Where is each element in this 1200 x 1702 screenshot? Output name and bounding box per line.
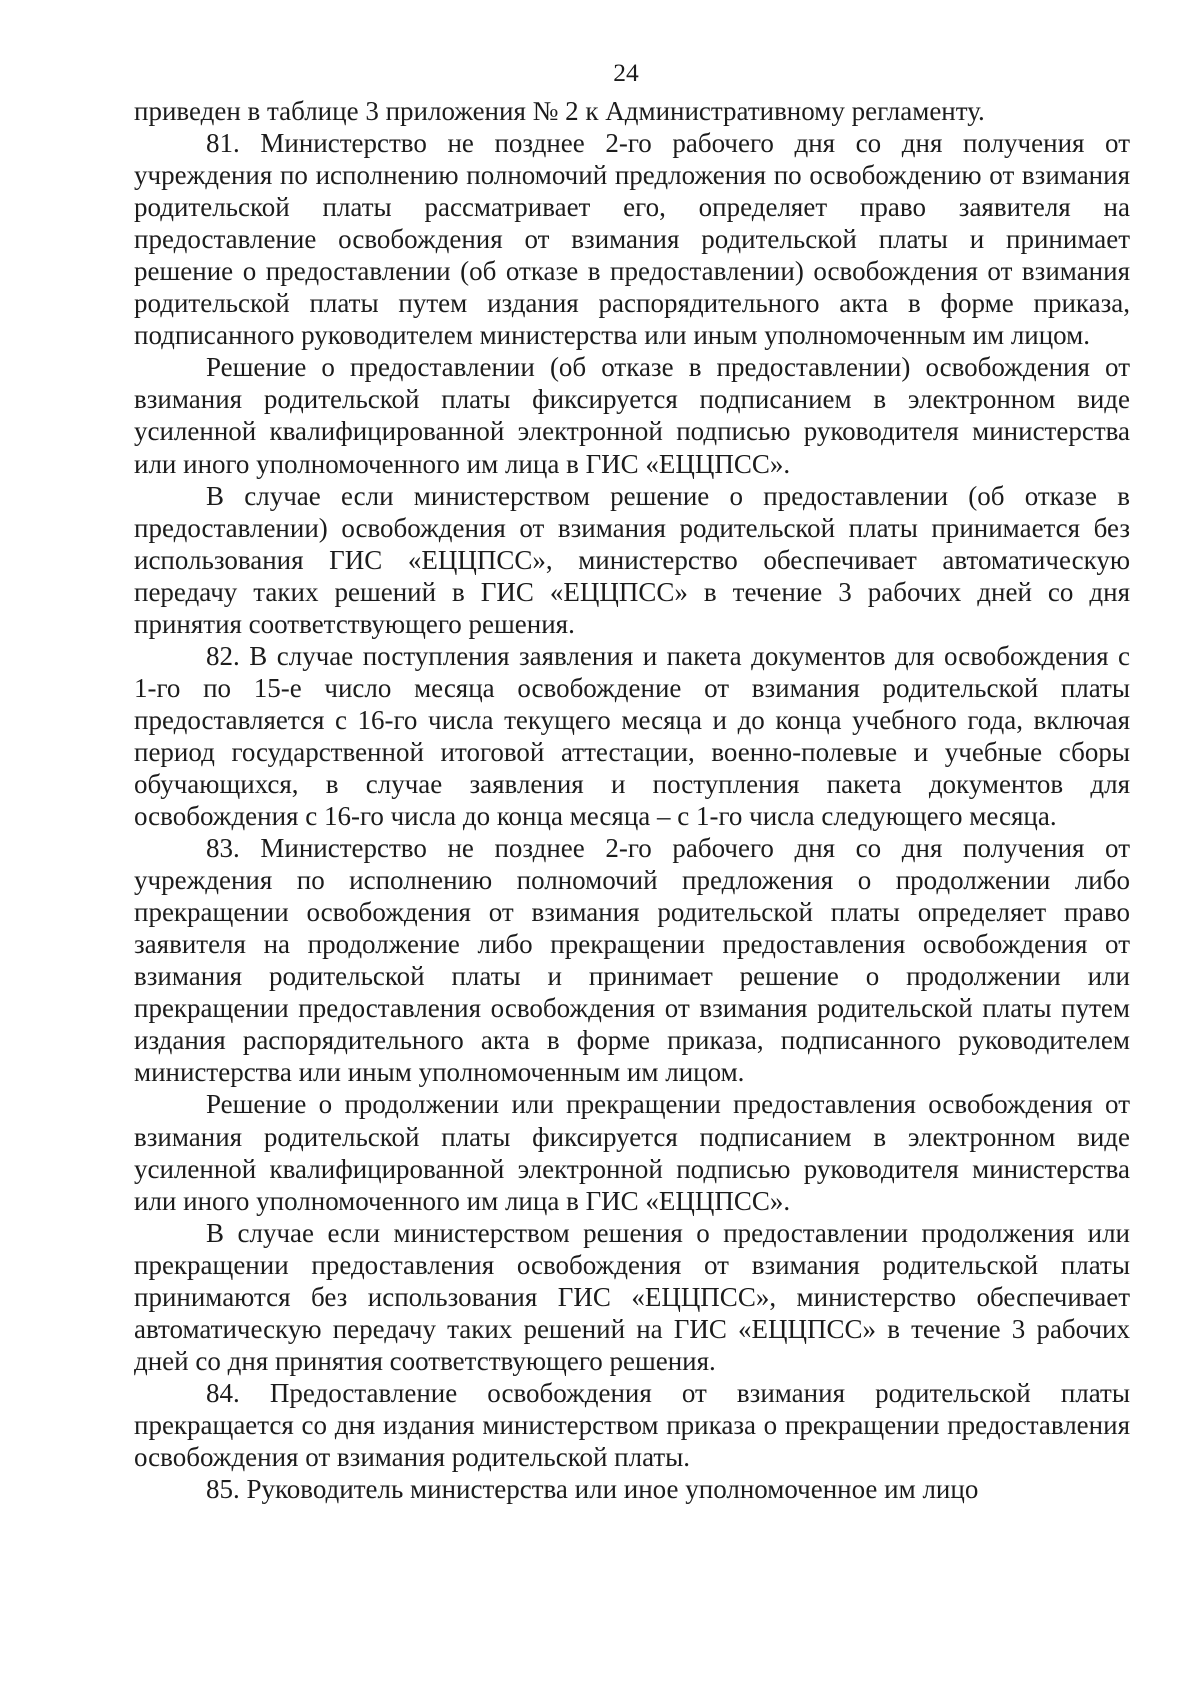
document-body <box>134 95 1130 1505</box>
page-number: 24 <box>613 58 639 87</box>
paragraph-81-transfer: В случае если министерством решение о предоставлении (об отказе в предоставлении) освобождения от взимания родительской платы принимается без использования ГИС «ЕЦЦПСС», министерство обеспечивает автоматическую передачу таких решений в ГИС «ЕЦЦПСС» в течение 3 рабочих дней со дня принятия соответствующего решения. <box>134 480 1130 639</box>
paragraph-item-82: 82. В случае поступления заявления и пакета документов для освобождения с 1-го по 15-е число месяца освобождение от взимания родительской платы предоставляется с 16-го числа текущего месяца и до конца учебного года, включая период государственной итоговой аттестации, военно-полевые и учебные сборы обучающихся, в случае заявления и поступления пакета документов для освобождения с 16-го числа до конца месяца – с 1-го числа следующего месяца. <box>134 640 1130 832</box>
paragraph-83-signature: Решение о продолжении или прекращении предоставления освобождения от взимания родительской платы фиксируется подписанием в электронном виде усиленной квалифицированной электронной подписью руководителя министерства или иного уполномоченного им лица в ГИС «ЕЦЦПСС». <box>134 1089 1130 1216</box>
paragraph-item-84: 84. Предоставление освобождения от взимания родительской платы прекращается со дня издания министерством приказа о прекращении предоставления освобождения от взимания родительской платы. <box>134 1377 1130 1472</box>
paragraph-81-signature: Решение о предоставлении (об отказе в предоставлении) освобождения от взимания родительской платы фиксируется подписанием в электронном виде усиленной квалифицированной электронной подписью руководителя министерства или иного уполномоченного им лица в ГИС «ЕЦЦПСС». <box>134 352 1130 479</box>
paragraph-item-85: 85. Руководитель министерства или иное уполномоченное им лицо <box>206 1474 979 1505</box>
paragraph-item-81: 81. Министерство не позднее 2-го рабочего дня со дня получения от учреждения по исполнению полномочий предложения по освобождению от взимания родительской платы рассматривает его, определяет право заявителя на предоставление освобождения от взимания родительской платы и принимает решение о предоставлении (об отказе в предоставлении) освобождения от взимания родительской платы путем издания распорядительного акта в форме приказа, подписанного руководителем министерства или иным уполномоченным им лицом. <box>134 128 1130 351</box>
paragraph-83-transfer: В случае если министерством решения о предоставлении продолжения или прекращении предоставления освобождения от взимания родительской платы принимаются без использования ГИС «ЕЦЦПСС», министерство обеспечивает автоматическую передачу таких решений на ГИС «ЕЦЦПСС» в течение 3 рабочих дней со дня принятия соответствующего решения. <box>134 1217 1130 1376</box>
paragraph-item-83: 83. Министерство не позднее 2-го рабочего дня со дня получения от учреждения по исполнению полномочий предложения о продолжении либо прекращении освобождения от взимания родительской платы определяет право заявителя на продолжение либо прекращении предоставления освобождения от взимания родительской платы и принимает решение о продолжении или прекращении предоставления освобождения от взимания родительской платы путем издания распорядительного акта в форме приказа, подписанного руководителем министерства или иным уполномоченным им лицом. <box>134 833 1130 1088</box>
paragraph-continuation: приведен в таблице 3 приложения № 2 к Административному регламенту. <box>134 96 985 126</box>
